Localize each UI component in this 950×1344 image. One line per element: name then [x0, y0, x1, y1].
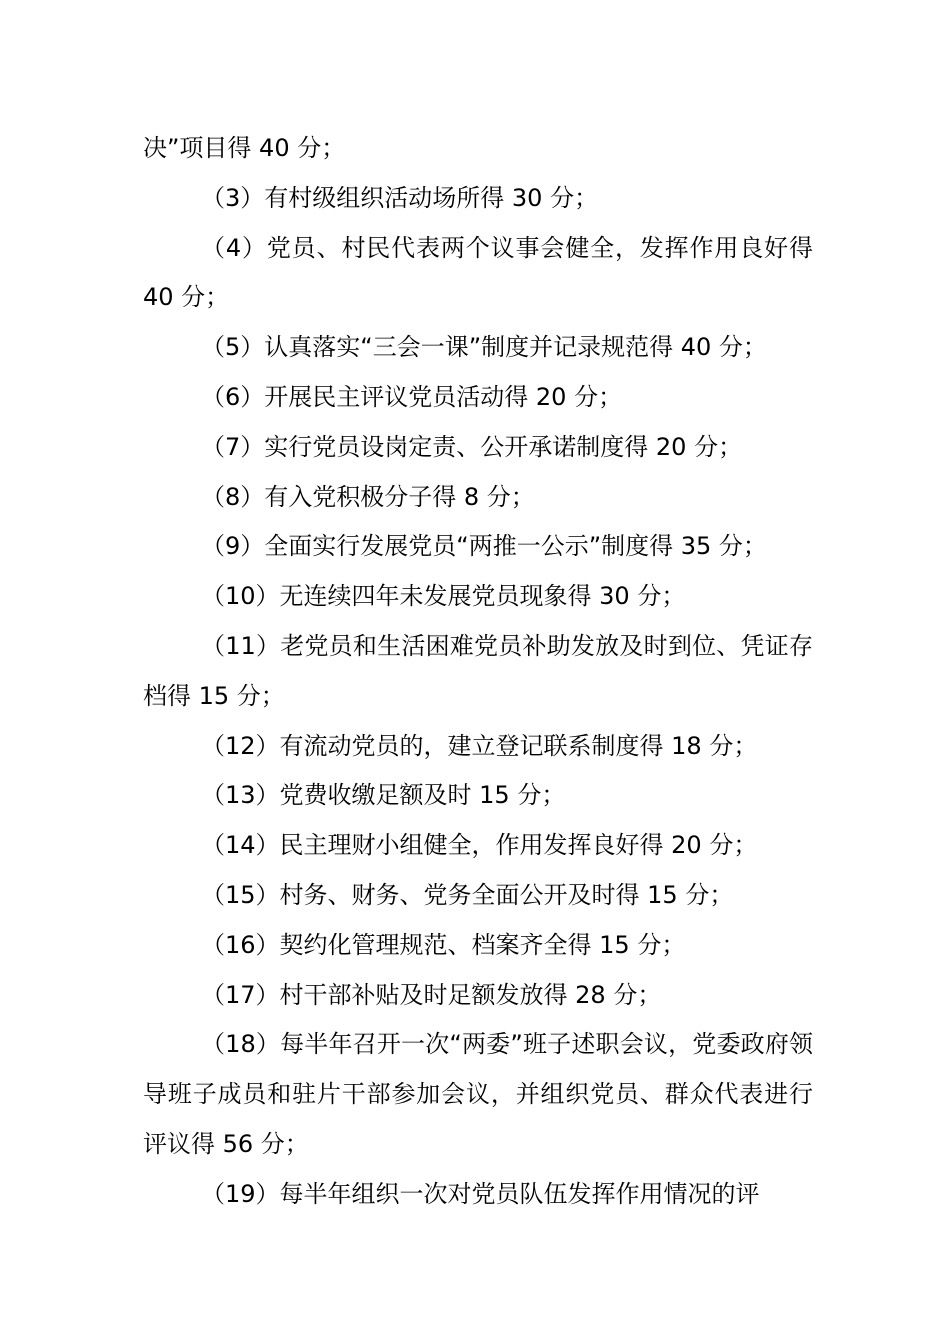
paragraph-item-10: （10）无连续四年未发展党员现象得 30 分；	[201, 582, 686, 611]
paragraph-item-16: （16）契约化管理规范、档案齐全得 15 分；	[201, 930, 686, 959]
paragraph-item-19: （19）每半年组织一次对党员队伍发挥作用情况的评	[201, 1179, 760, 1208]
paragraph-item-9: （9）全面实行发展党员“两推一公示”制度得 35 分；	[201, 532, 767, 561]
paragraph-item-11: （11）老党员和生活困难党员补助发放及时到位、凭证存档得 15 分；	[143, 631, 813, 710]
paragraph-item-17: （17）村干部补贴及时足额发放得 28 分；	[201, 980, 662, 1009]
paragraph-item-14: （14）民主理财小组健全，作用发挥良好得 20 分；	[201, 831, 758, 860]
paragraph-item-18: （18）每半年召开一次“两委”班子述职会议，党委政府领导班子成员和驻片干部参加会议，并组织党员、群众代表进行评议得 56 分；	[143, 1030, 813, 1158]
paragraph-item-8: （8）有入党积极分子得 8 分；	[201, 482, 535, 511]
paragraph-item-7: （7）实行党员设岗定责、公开承诺制度得 20 分；	[201, 432, 743, 461]
paragraph-item-13: （13）党费收缴足额及时 15 分；	[201, 781, 566, 810]
paragraph-item-15: （15）村务、财务、党务全面公开及时得 15 分；	[201, 880, 734, 909]
paragraph-item-3: （3）有村级组织活动场所得 30 分；	[201, 183, 599, 212]
paragraph-continuation: 决”项目得 40 分；	[143, 134, 346, 162]
paragraph-item-6: （6）开展民主评议党员活动得 20 分；	[201, 382, 623, 411]
paragraph-item-4: （4）党员、村民代表两个议事会健全，发挥作用良好得 40 分；	[143, 233, 813, 312]
paragraph-item-5: （5）认真落实“三会一课”制度并记录规范得 40 分；	[201, 333, 767, 362]
paragraph-item-12: （12）有流动党员的，建立登记联系制度得 18 分；	[201, 731, 758, 760]
document-body	[143, 124, 813, 1220]
